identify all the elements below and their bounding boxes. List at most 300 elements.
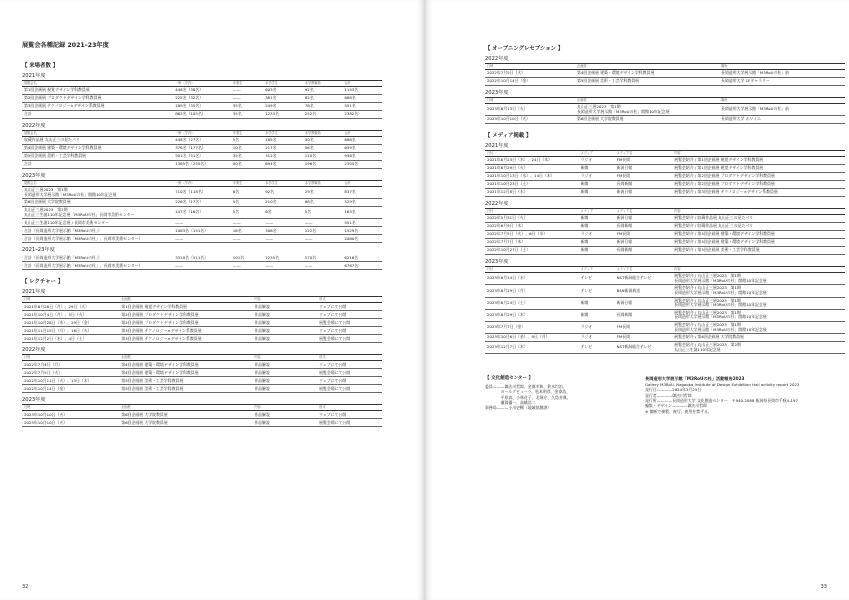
table-cell: 合計 [22,161,173,169]
column-header: 内容 [672,209,845,215]
table-cell: 2021年10月28日（木）、29日（金） [22,319,119,327]
table-cell: 2023年6月24日（土） [485,297,579,309]
table-cell: 2021年6月29日（火） [485,165,579,173]
media-table-2023 [485,266,845,354]
media-heading: 【 メディア掲載 】 [485,133,532,140]
table-cell: 丸山正三展2023 第2期 丸山正三生誕110年記念展「M3RoUの杜」長岡市美術センター [22,207,173,219]
table-row [485,297,845,309]
year-label: 2021年度 [22,289,46,296]
visitors-table-2021 [22,80,382,119]
table-cell: 第5回企画展 美術・工芸学科教員展 [22,153,173,161]
year-label: 2021年度 [22,73,46,79]
table-cell: 501名（51名） [173,153,231,161]
table-cell: 2021年12月2日（木）、4日（土） [22,335,119,343]
table-row [22,227,382,235]
column-header: 展覧会名 [22,81,173,87]
table-cell: 101名 [231,254,263,262]
table-row [485,231,845,239]
table-cell: 作品解説 [252,419,317,427]
column-header: 企画展 [119,355,252,361]
table-cell: 1233名 [263,111,303,119]
column-header: 内容 [672,151,845,157]
lectures-table-2021 [22,296,382,343]
table-cell: 958名 [342,153,382,161]
table-cell: 252名 [303,111,343,119]
table-cell: 作品解説 [252,311,317,319]
lectures-heading: 【 レクチャー 】 [22,279,64,286]
table-cell: 30名 [303,137,343,145]
table-cell: 2023年10月6日（金）、9日（月） [485,334,579,342]
table-cell: ウェブにて公開 [317,311,382,319]
table-cell: 展覧会紹介 / 第1回企画展 視覚デザイン学科教員展 [672,165,845,173]
table-cell: —— [303,219,343,227]
column-header: 本学学生 [263,81,303,87]
table-row [22,262,382,270]
visitors-table-total [22,254,382,270]
column-header: 企画展 [119,405,252,411]
table-row [485,273,845,285]
column-header: 合計 [342,81,382,87]
table-cell: 2021年6月28日（月）、29日（火） [22,303,119,311]
table-cell: —— [263,219,303,227]
table-cell: テレビ [579,342,615,354]
table-cell: 丸山正三展2023 第1期 長岡造形大学展示館「M3RoUの杜」開館10年記念展 [575,104,719,116]
detail-line: ※ 無断で複製、複写、使用を禁ずる。 [645,408,712,414]
table-cell: 2022年10月14日（金） [485,78,575,86]
table-row [485,321,845,333]
table-row [485,70,845,78]
year-label: 2022年度 [22,123,46,129]
year-label: 2021–23年度 [22,247,55,254]
table-cell: —— [231,262,263,270]
column-header: 卒業生 [231,131,263,137]
column-header: 展覧会名 [22,181,173,187]
table-cell: 第3回企画展 テクノロジー×デザイン系教員展 [119,327,252,335]
table-cell: 56名 [303,145,343,153]
table-cell: テレビ [579,273,615,285]
table-cell: 新聞 [579,239,615,247]
table-cell: 新聞 [579,247,615,255]
table-cell: 837名 [342,187,382,199]
table-cell: 新聞 [579,297,615,309]
table-row [485,173,845,181]
table-cell: NST新潟総合テレビ [615,342,673,354]
table-cell: 570名 [303,254,343,262]
table-cell: 1365名（255名） [173,161,231,169]
table-cell: 2022年7月5日（火）、6日（水） [485,231,579,239]
table-cell: ウェブにて公開 [317,411,382,419]
table-cell: 2021年6月23日（水）、24日（木） [485,157,579,165]
table-cell: 展覧会紹介 / 第2回企画展 プロダクトデザイン学科教員展 [672,181,845,189]
column-header: 卒業生 [231,181,263,187]
table-row [22,319,382,327]
column-header: 合計 [342,131,382,137]
table-cell: —— [303,235,343,243]
table-cell: 6767名 [342,262,382,270]
column-header: 内容 [252,405,317,411]
table-row [485,223,845,231]
year-label: 2022年度 [485,201,509,208]
table-cell: 29名 [303,187,343,199]
column-header: 企画展 [575,64,719,70]
column-header: 日時 [22,297,119,303]
column-header: メディア名 [615,209,673,215]
table-cell: 作品解説 [252,411,317,419]
table-cell: 551名 [342,219,382,227]
column-header: メディア [579,151,615,157]
column-header: 形式 [317,297,382,303]
table-cell: 長岡新聞 [615,181,673,189]
column-header: 合計 [342,181,382,187]
table-cell: 2382名 [342,111,382,119]
page-number: 33 [820,584,827,590]
table-cell: 551名 [342,103,382,111]
media-table-2021 [485,150,845,197]
table-cell: 展覧会場にて公開 [317,419,382,427]
table-cell: 第2回企画展 プロダクトデザイン学科教員展 [22,95,173,103]
member-line: 委員———御法川哲郎、金澤幸和、鈴木均治、 [485,383,567,389]
table-cell: 2023年6月14日（水） [485,273,579,285]
table-cell: 2080名 [342,235,382,243]
table-cell: 第4回企画展 建築・環境デザイン学科教員展 [575,70,719,78]
table-row [485,116,845,124]
detail-line: 編集・デザイン————御法川哲郎 [645,403,707,409]
table-row [485,239,845,247]
year-label: 2023年度 [22,397,46,404]
table-cell: 第4回企画展 建築・環境デザイン学科教員展 [119,361,252,369]
table-row [22,95,382,103]
table-cell: 529名 [342,199,382,207]
column-header: 形式 [317,405,382,411]
year-label: 2023年度 [22,173,46,179]
table-cell: 3310名（511名） [173,254,231,262]
table-cell: 長岡造形大学 ホワイエ [719,116,845,124]
table-row [485,165,845,173]
table-cell: —— [263,235,303,243]
table-cell: 2022年7月7日（木） [485,239,579,247]
column-header: 日時 [22,405,119,411]
column-header: 日時 [485,64,575,70]
table-cell: 862名（105名） [173,111,231,119]
openings-table-2023 [485,97,845,124]
table-cell: 展覧会紹介 / 第3回企画展 テクノロジー×デザイン系教員展 [672,189,845,197]
table-cell: 作品解説 [252,303,317,311]
table-cell: 新聞 [579,181,615,189]
table-row [22,207,382,219]
table-row [22,385,382,393]
table-cell: 2022年7月5日（火） [22,369,119,377]
table-cell: 210名 [263,199,303,207]
table-cell: 第5回企画展 美術・工芸学科教員展 [119,385,252,393]
table-cell: 合計（長岡造形大学展示館「M3RoUの杜」） [22,254,173,262]
table-row [22,103,382,111]
page-title: 展覧会各種記録 2021–23年度 [22,42,109,49]
member-line: 瀬賀優一、高橋浩二 [485,399,536,405]
table-cell: 展覧会紹介 / 丸山正三展2023 第1期 長岡造形大学展示館「M3RoUの杜」開館10年記念展 [672,309,845,321]
table-cell: 第6回企画展 大学院教員展 [119,411,252,419]
table-row [22,161,382,169]
table-cell: 作品解説 [252,385,317,393]
table-cell: 2023年6月29日（木） [485,309,579,321]
table-cell: 新聞 [579,215,615,223]
right-page [425,0,849,600]
table-cell: 展覧会場にて公開 [317,319,382,327]
table-cell: 6名 [263,207,303,219]
table-cell: 第1回企画展 視覚デザイン学科教員展 [119,303,252,311]
table-row [22,254,382,262]
visitors-heading: 【 来場者数 】 [22,63,59,69]
report-title-en: Gallery M3RoU, Nagaoka Institute of Design Exhibition Hall activity report 2023 [645,381,800,387]
table-cell: 新潟日報 [615,189,673,197]
table-cell: 作品解説 [252,327,317,335]
table-cell: 308名 [263,227,303,235]
table-cell: 合計（長岡造形大学展示館「M3RoUの杜」） [22,227,173,235]
report-title: 長岡造形大学展示館「M3RoUの杜」活動報告2023 [645,376,745,382]
table-cell: 収蔵作品展 丸山正三の見たパリ [22,137,173,145]
table-cell: ラジオ [579,321,615,333]
table-cell: 5名 [303,207,343,219]
table-cell: 2022年6月9日（木） [485,223,579,231]
visitors-table-2023 [22,180,382,243]
table-cell: ウェブにて公開 [317,327,382,335]
table-cell: 2023年12月7日（木） [485,342,579,354]
table-cell: 6名 [231,187,263,199]
table-cell: 合計（長岡造形大学展示館「M3RoUの杜」、長岡市美術センター） [22,235,173,243]
table-cell: 展覧会紹介 / 丸山正三展2023 第1期 長岡造形大学展示館「M3RoUの杜」開館10年記念展 [672,285,845,297]
column-header: 卒業生 [231,81,263,87]
table-cell: 展覧会紹介 / 第4回企画展 建築・環境デザイン学科教員展 [672,239,845,247]
table-cell: 展覧会紹介 / 第2回企画展 プロダクトデザイン学科教員展 [672,173,845,181]
column-header: 内容 [252,297,317,303]
table-cell: 2022年10月11日（火）、13日（木） [22,377,119,385]
table-cell: 新聞 [579,223,615,231]
column-header: 場所 [719,64,845,70]
table-cell: 長岡新聞 [615,309,673,321]
table-cell: 2021年11月15日（月）、16日（火） [22,327,119,335]
table-cell: —— [231,219,263,227]
table-row [22,411,382,419]
table-cell: ラジオ [579,173,615,181]
detail-line: 発行日————2024年3月25日 [645,387,702,393]
table-cell: 新聞 [579,189,615,197]
table-cell: 展覧会場にて公開 [317,369,382,377]
detail-line: 発行所————長岡造形大学 文化創造センター 〒940-2088 新潟県長岡市千秋4-197 [645,397,798,403]
page-number: 32 [22,584,29,590]
publication-info [645,376,845,414]
table-cell: 第5回企画展 美術・工芸学科教員展 [575,78,719,86]
table-cell: 381名 [263,95,303,103]
openings-heading: 【 オープニングレセプション 】 [485,46,564,52]
table-cell: 688名 [342,137,382,145]
table-cell: 展覧会紹介 / 収蔵作品展 丸山正三の見たパリ [672,215,845,223]
column-header: 一般（学内） [173,181,231,187]
table-row [22,335,382,343]
column-header: 場所 [719,98,845,104]
table-cell: 第2回企画展 プロダクトデザイン学科教員展 [119,319,252,327]
center-members [485,376,635,414]
table-cell: 第1回企画展 視覚デザイン学科教員展 [22,87,173,95]
table-cell: ラジオ [579,334,615,342]
year-label: 2023年度 [485,259,509,266]
table-cell: 第4回企画展 建築・環境デザイン学科教員展 [119,369,252,377]
table-cell: 16名 [231,227,263,235]
table-row [22,153,382,161]
table-cell: —— [173,262,231,270]
table-cell: 合計（長岡造形大学展示館「M3RoUの杜」、長岡市美術センター） [22,262,173,270]
table-cell: 展覧会紹介 / 丸山正三展2023 第1期 長岡造形大学展示館「M3RoUの杜」開館10年記念展 [672,297,845,309]
table-cell: 2305名 [342,161,382,169]
colophon [485,376,845,414]
visitors-table-2022 [22,130,382,169]
column-header: 日付 [485,267,579,273]
column-header: 内容 [252,355,317,361]
table-cell: 5名 [231,137,263,145]
table-cell: 217名 [263,145,303,153]
table-cell: 第6回企画展 大学院教員展 [119,419,252,427]
table-cell: 作品解説 [252,377,317,385]
table-cell: 第4回企画展 建築・環境デザイン学科教員展 [22,145,173,153]
table-cell: 1529名 [342,227,382,235]
column-header: 本学教職員 [303,131,343,137]
table-cell: —— [231,95,263,103]
member-line: 事務局———小川史暢（地域協創課） [485,405,552,411]
table-row [22,187,382,199]
table-cell: 2022年10月27日（土） [485,247,579,255]
table-cell: 展覧会紹介 / 丸山正三展2023 第1期 長岡造形大学展示館「M3RoUの杜」開館10年記念展 [672,321,845,333]
table-row [22,111,382,119]
table-row [485,247,845,255]
table-cell: 新潟日報 [615,297,673,309]
table-cell: 35名 [231,111,263,119]
table-row [22,303,382,311]
table-cell: 2022年7月4日（月） [22,361,119,369]
year-label: 2022年度 [22,347,46,354]
table-cell: FM長岡 [615,173,673,181]
table-row [485,342,845,354]
lectures-table-2023 [22,404,382,427]
table-row [22,369,382,377]
table-row [485,189,845,197]
table-cell: 165名 [263,137,303,145]
year-label: 2021年度 [485,143,509,150]
table-cell: 展覧会紹介 / 第5回企画展 美術・工芸学科教員展 [672,247,845,255]
table-cell: 448名（27名） [173,137,231,145]
table-cell: 2023年10月10日（火） [22,411,119,419]
column-header: メディア名 [615,267,673,273]
table-cell: 丸山正三生誕110年記念展 / 長岡市美術センター [22,219,173,227]
table-cell: 新潟日報 [615,165,673,173]
table-cell: 2021年10月13日（水）、14日（木） [485,173,579,181]
column-header: 日付 [485,209,579,215]
table-row [22,419,382,427]
table-cell: 展覧会紹介 / 丸山正三展2023 第1期 長岡造形大学展示館「M3RoUの杜」開館10年記念展 [672,273,845,285]
column-header: 内容 [672,267,845,273]
table-cell: FM長岡 [615,321,673,333]
column-header: 本学教職員 [303,81,343,87]
table-row [22,377,382,385]
table-cell: 2021年10月4日（月）、5日（火） [22,311,119,319]
table-cell: 第2回企画展 プロダクトデザイン学科教員展 [119,311,252,319]
table-row [22,199,382,207]
table-cell: 2021年12月8日（水） [485,189,579,197]
table-cell: 展覧会紹介 / 第1回企画展 視覚デザイン学科教員展 [672,157,845,165]
table-cell: 710名（118名） [173,187,231,199]
table-cell: 新聞 [579,309,615,321]
table-cell: 展覧会場にて公開 [317,385,382,393]
table-cell: —— [263,262,303,270]
year-label: 2022年度 [485,56,509,62]
table-cell: 196名 [303,161,343,169]
table-cell: 78名 [303,103,343,111]
table-cell: 10名 [231,145,263,153]
table-cell: 2023年6月19日（月） [485,285,579,297]
table-cell: ウェブにて公開 [317,361,382,369]
table-row [22,219,382,227]
column-header: メディア [579,267,615,273]
table-cell: 189名（35名） [173,103,231,111]
table-cell: 122名 [303,227,343,235]
column-header: 形式 [317,355,382,361]
table-cell: 2023年10月10日（火） [485,116,575,124]
table-row [22,361,382,369]
table-cell: 2023年10月10日（火） [22,419,119,427]
table-cell: 作品解説 [252,335,317,343]
table-cell: 688名 [342,95,382,103]
table-cell: 丸山正三展2023 第1期 長岡造形大学展示館「M3RoUの杜」開館10年記念展 [22,187,173,199]
table-cell: 第6回企画展 大学院教員展 [575,116,719,124]
table-cell: ラジオ [579,157,615,165]
table-cell: 2023年7月7日（金） [485,321,579,333]
table-cell: 第5回企画展 美術・工芸学科教員展 [119,377,252,385]
table-cell: NST新潟総合テレビ [615,273,673,285]
table-row [22,235,382,243]
table-cell: 長岡造形大学 1Fギャラリー [719,78,845,86]
table-cell: 長岡造形大学展示館「M3RoUの杜」前 [719,104,845,116]
table-cell: 6216名 [342,254,382,262]
table-cell: 2023年6月13日（火） [485,104,575,116]
table-cell: 展覧会紹介 / 丸山正三展2023 第2期 丸山正三生誕110年記念展 [672,342,845,354]
table-cell: 659名 [342,145,382,153]
table-cell: 2235名 [263,254,303,262]
table-cell: 5名 [231,199,263,207]
table-cell: 第6回企画展 大学院教員展 [22,199,173,207]
table-cell: ウェブにて公開 [317,303,382,311]
table-cell: 新潟日報 [615,215,673,223]
left-page [0,0,424,600]
table-cell: 5名 [231,207,263,219]
table-cell: BSN新潟放送 [615,285,673,297]
table-cell: 35名 [231,103,263,111]
table-cell: 88名 [303,199,343,207]
column-header: 日付 [485,151,579,157]
table-cell: —— [173,235,231,243]
table-cell: ラジオ [579,231,615,239]
table-cell: 展覧会紹介 / 収蔵作品展 丸山正三の見たパリ [672,223,845,231]
table-cell: 作品解説 [252,319,317,327]
year-label: 2023年度 [485,90,509,96]
member-line: 平原真、小林花子、北堀介、久島芳典、 [485,394,571,400]
table-cell: —— [303,262,343,270]
table-cell: ウェブにて公開 [317,377,382,385]
table-cell: FM長岡 [615,334,673,342]
table-cell: 35名 [231,153,263,161]
center-heading: 【 文化創造センター 】 [485,376,533,382]
table-cell: 長岡造形大学展示館「M3RoUの杜」前 [719,70,845,78]
table-cell: —— [231,87,263,95]
table-cell: 249名 [263,103,303,111]
table-cell: 50名 [231,161,263,169]
table-cell: 2022年7月5日（火） [485,70,575,78]
